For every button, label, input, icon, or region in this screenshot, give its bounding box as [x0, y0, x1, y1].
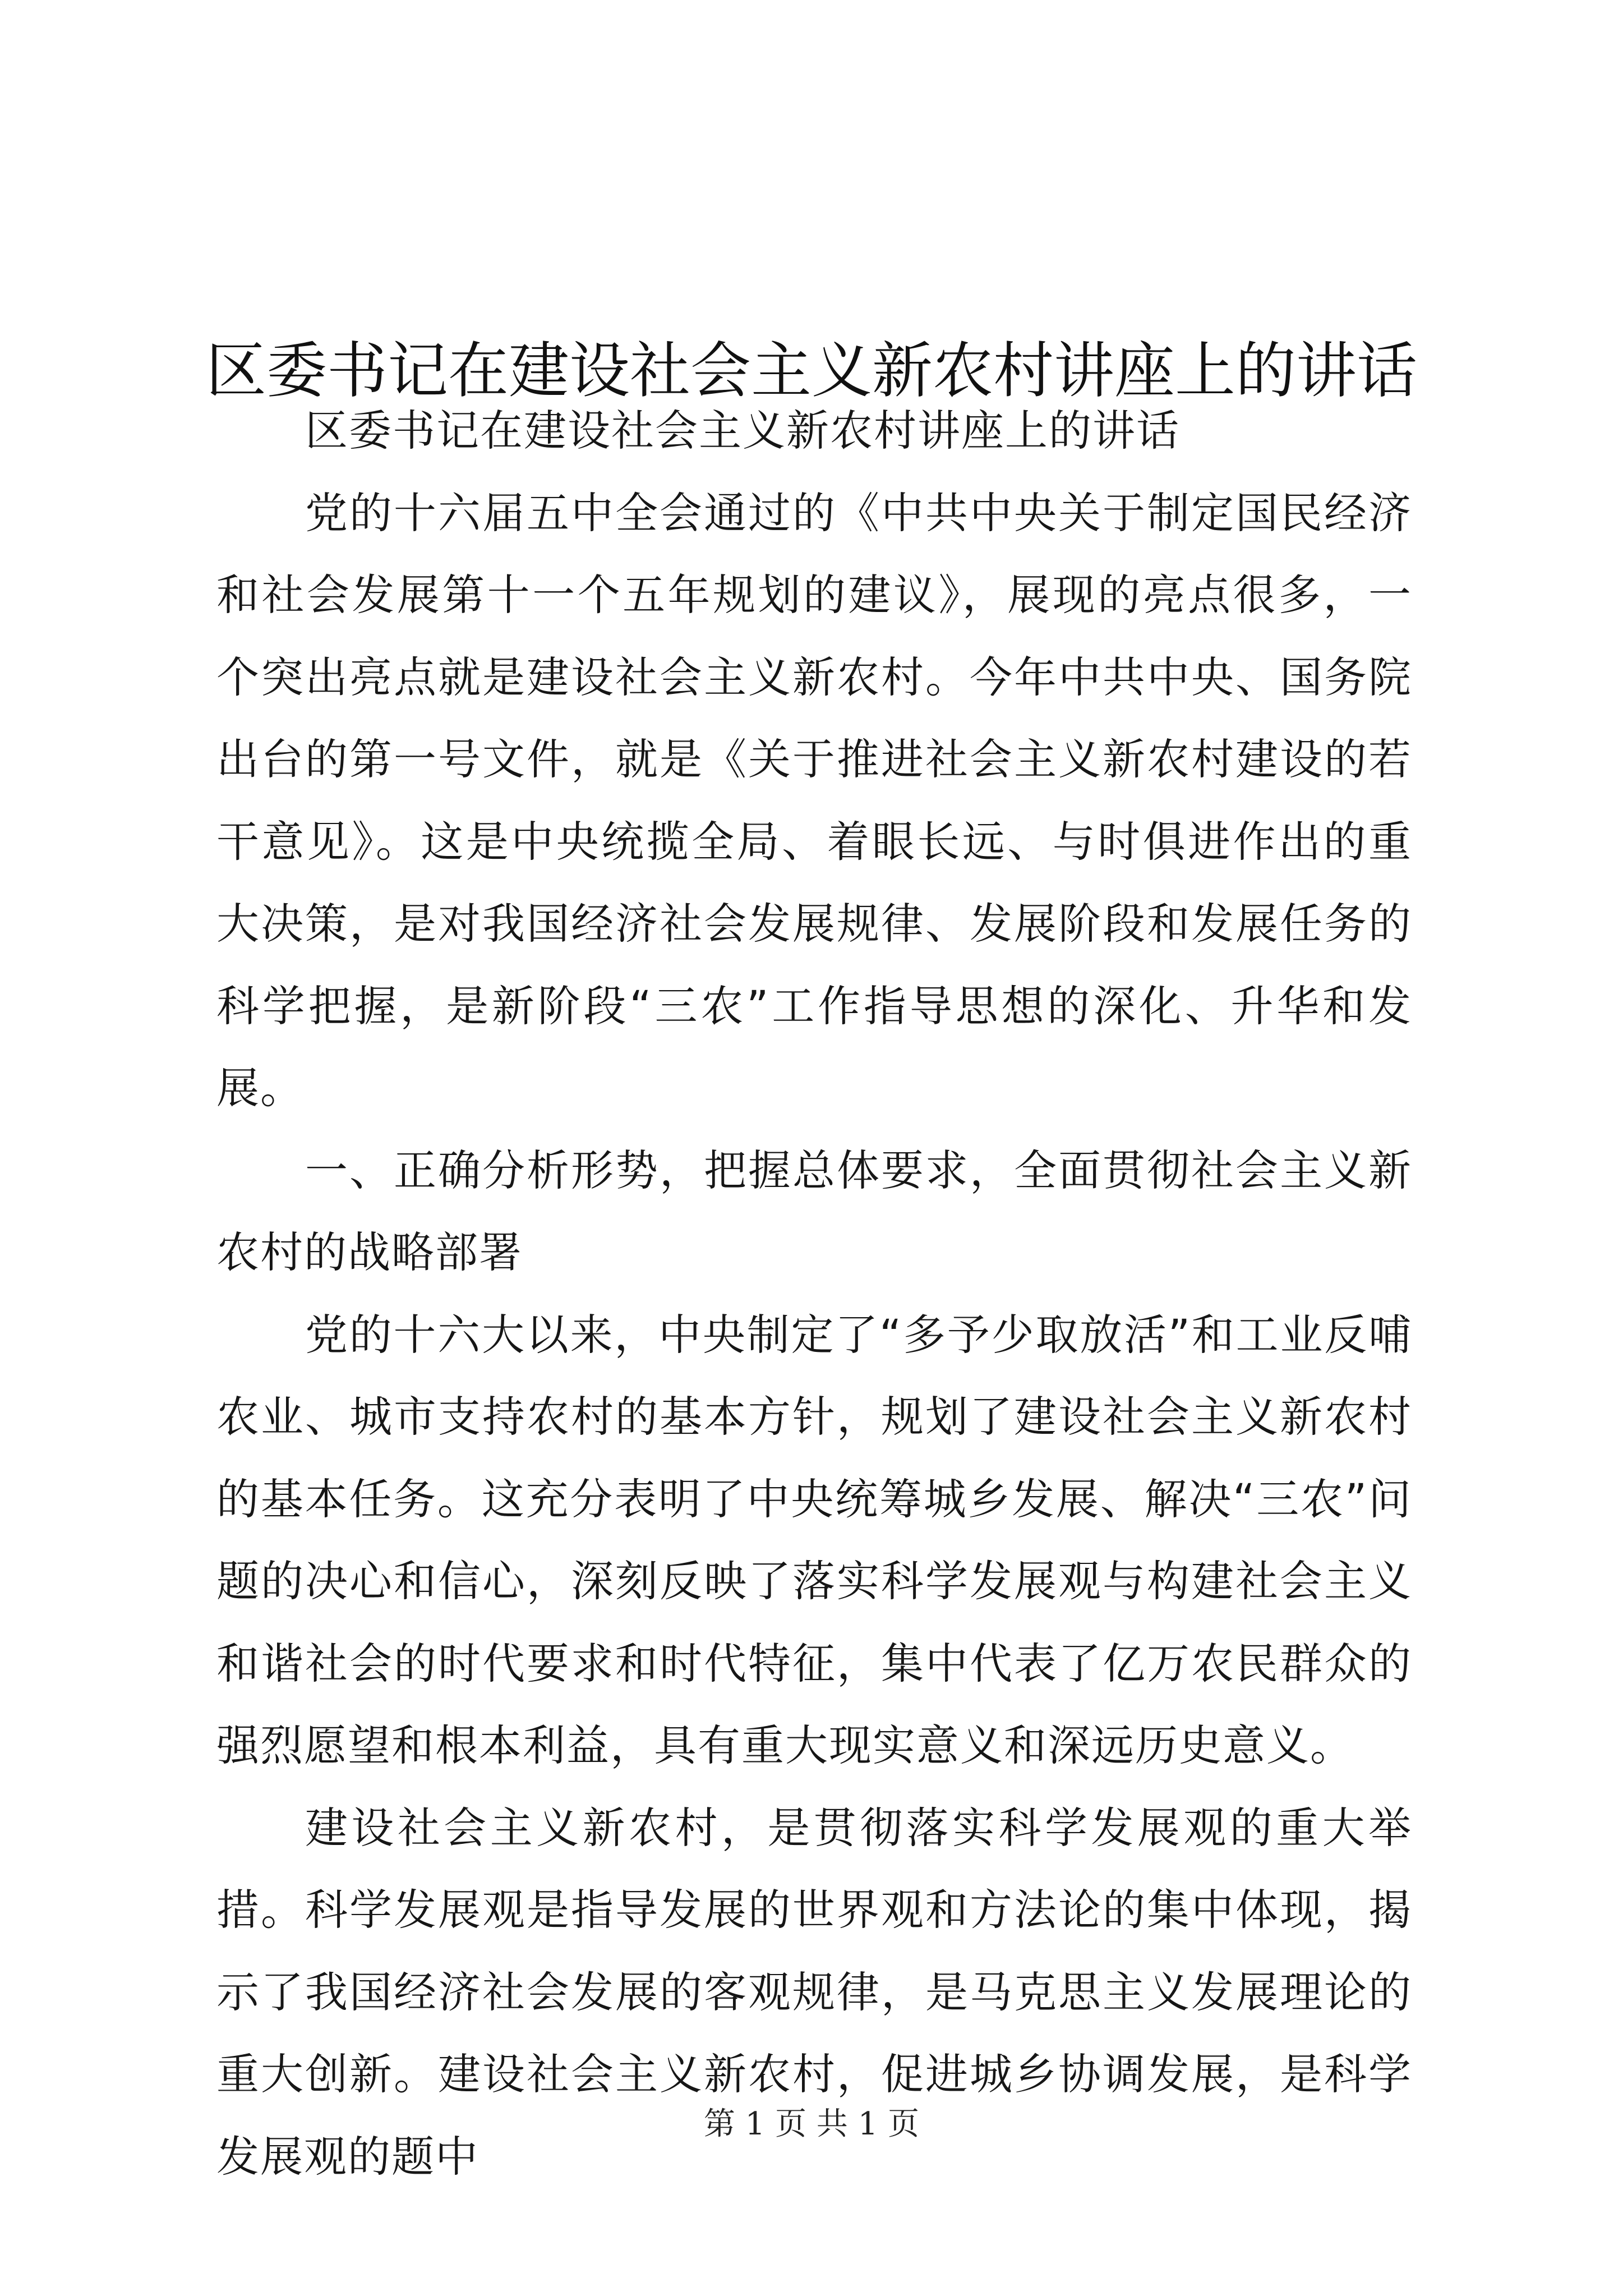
- page-footer: 第 1 页 共 1 页: [703, 2106, 920, 2142]
- paragraph-intro: 党的十六届五中全会通过的《中共中央关于制定国民经济和社会发展第十一个五年规划的建议》，展现的亮点很多，一个突出亮点就是建设社会主义新农村。今年中共中央、国务院出台的第一号文件，就是《关于推进社会主义新农村建设的若干意见》。这是中央统揽全局、着眼长远、与时俱进作出的重大决策，是对我国经济社会发展规律、发展阶段和发展任务的科学把握，是新阶段“三农”工作指导思想的深化、升华和发展。: [216, 487, 1412, 1113]
- paragraph-subtitle: 区委书记在建设社会主义新农村讲座上的讲话: [305, 406, 1180, 455]
- section-heading-1: 一、正确分析形势，把握总体要求，全面贯彻社会主义新农村的战略部署: [216, 1145, 1412, 1277]
- document-body: [216, 390, 1412, 2198]
- paragraph-science: 建设社会主义新农村，是贯彻落实科学发展观的重大举措。科学发展观是指导发展的世界观和方法论的集中体现，揭示了我国经济社会发展的客观规律，是马克思主义发展理论的重大创新。建设社会主义新农村，促进城乡协调发展，是科学发展观的题中: [216, 1802, 1412, 2182]
- document-title: 区委书记在建设社会主义新农村讲座上的讲话: [205, 336, 1417, 407]
- paragraph-policy: 党的十六大以来，中央制定了“多予少取放活”和工业反哺农业、城市支持农村的基本方针，规划了建设社会主义新农村的基本任务。这充分表明了中央统筹城乡发展、解决“三农”问题的决心和信心，深刻反映了落实科学发展观与构建社会主义和谐社会的时代要求和时代特征，集中代表了亿万农民群众的强烈愿望和根本利益，具有重大现实意义和深远历史意义。: [216, 1309, 1412, 1770]
